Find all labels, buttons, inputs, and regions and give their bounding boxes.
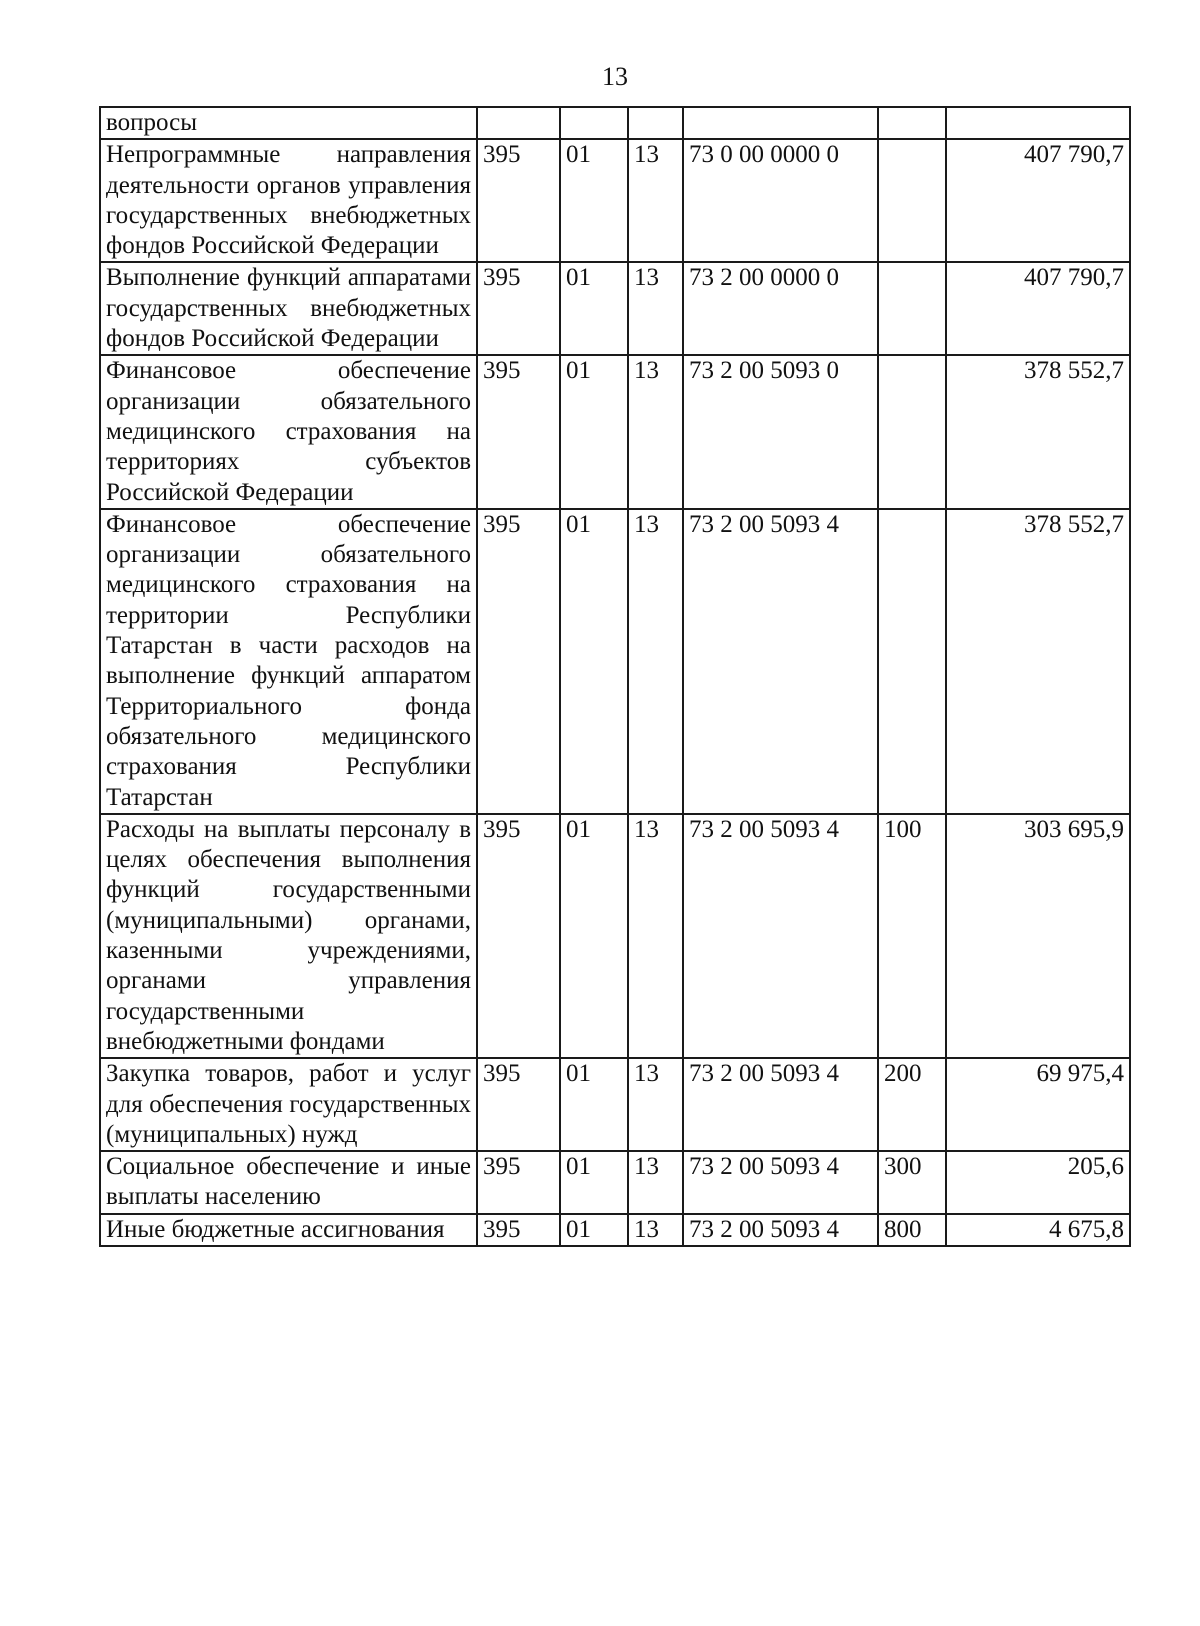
amount-cell: 69 975,4 [946,1058,1130,1151]
amount-cell: 4 675,8 [946,1214,1130,1246]
amount-cell [946,107,1130,139]
row-name-cell: Выполнение функций аппаратами государственных внебюджетных фондов Российской Федерации [100,262,477,355]
target-article-cell: 73 2 00 5093 4 [683,1151,878,1214]
row-name-cell: Непрограммные направления деятельности органов управления государственных внебюджетных фондов Российской Федерации [100,139,477,262]
table-row [100,1058,1130,1151]
amount-cell: 205,6 [946,1151,1130,1214]
expense-type-cell [878,107,946,139]
subsection-code-cell: 13 [628,355,683,508]
row-name-cell: Финансовое обеспечение организации обязательного медицинского страхования на территории Республики Татарстан в части расходов на выполнение функций аппаратом Территориального фонда обязательного медицинского страхования Республики Татарстан [100,509,477,814]
row-name-cell: Расходы на выплаты персоналу в целях обеспечения выполнения функций государственными (муниципальными) органами, казенными учреждениями, органами управления государственными внебюджетными фондами [100,814,477,1058]
section-code-cell: 01 [560,1214,628,1246]
ministry-code-cell: 395 [477,1058,560,1151]
table-row [100,814,1130,1058]
table-body [100,107,1130,1246]
ministry-code-cell: 395 [477,814,560,1058]
row-name-cell: Иные бюджетные ассигнования [100,1214,477,1246]
section-code-cell [560,107,628,139]
expense-type-cell: 200 [878,1058,946,1151]
expense-type-cell: 300 [878,1151,946,1214]
page-number: 13 [602,62,628,91]
target-article-cell: 73 0 00 0000 0 [683,139,878,262]
target-article-cell: 73 2 00 5093 4 [683,509,878,814]
amount-cell: 378 552,7 [946,355,1130,508]
target-article-cell: 73 2 00 5093 4 [683,814,878,1058]
table-row [100,1214,1130,1246]
table-row [100,355,1130,508]
target-article-cell [683,107,878,139]
subsection-code-cell: 13 [628,814,683,1058]
subsection-code-cell [628,107,683,139]
amount-cell: 407 790,7 [946,262,1130,355]
amount-cell: 378 552,7 [946,509,1130,814]
target-article-cell: 73 2 00 5093 4 [683,1058,878,1151]
subsection-code-cell: 13 [628,1214,683,1246]
row-name-cell: вопросы [100,107,477,139]
subsection-code-cell: 13 [628,262,683,355]
section-code-cell: 01 [560,355,628,508]
subsection-code-cell: 13 [628,139,683,262]
section-code-cell: 01 [560,509,628,814]
ministry-code-cell: 395 [477,355,560,508]
amount-cell: 407 790,7 [946,139,1130,262]
expense-type-cell [878,139,946,262]
section-code-cell: 01 [560,1058,628,1151]
row-name-cell: Социальное обеспечение и иные выплаты населению [100,1151,477,1214]
budget-table [99,106,1131,1247]
section-code-cell: 01 [560,262,628,355]
expense-type-cell: 800 [878,1214,946,1246]
section-code-cell: 01 [560,814,628,1058]
row-name-cell: Закупка товаров, работ и услуг для обеспечения государственных (муниципальных) нужд [100,1058,477,1151]
target-article-cell: 73 2 00 5093 0 [683,355,878,508]
table-row [100,139,1130,262]
ministry-code-cell: 395 [477,509,560,814]
section-code-cell: 01 [560,1151,628,1214]
table-row [100,509,1130,814]
ministry-code-cell [477,107,560,139]
subsection-code-cell: 13 [628,509,683,814]
ministry-code-cell: 395 [477,1214,560,1246]
ministry-code-cell: 395 [477,1151,560,1214]
target-article-cell: 73 2 00 5093 4 [683,1214,878,1246]
expense-type-cell [878,509,946,814]
subsection-code-cell: 13 [628,1151,683,1214]
ministry-code-cell: 395 [477,262,560,355]
table-row [100,262,1130,355]
target-article-cell: 73 2 00 0000 0 [683,262,878,355]
row-name-cell: Финансовое обеспечение организации обязательного медицинского страхования на территориях субъектов Российской Федерации [100,355,477,508]
ministry-code-cell: 395 [477,139,560,262]
amount-cell: 303 695,9 [946,814,1130,1058]
expense-type-cell [878,262,946,355]
table-row [100,107,1130,139]
expense-type-cell [878,355,946,508]
section-code-cell: 01 [560,139,628,262]
table-row [100,1151,1130,1214]
expense-type-cell: 100 [878,814,946,1058]
subsection-code-cell: 13 [628,1058,683,1151]
